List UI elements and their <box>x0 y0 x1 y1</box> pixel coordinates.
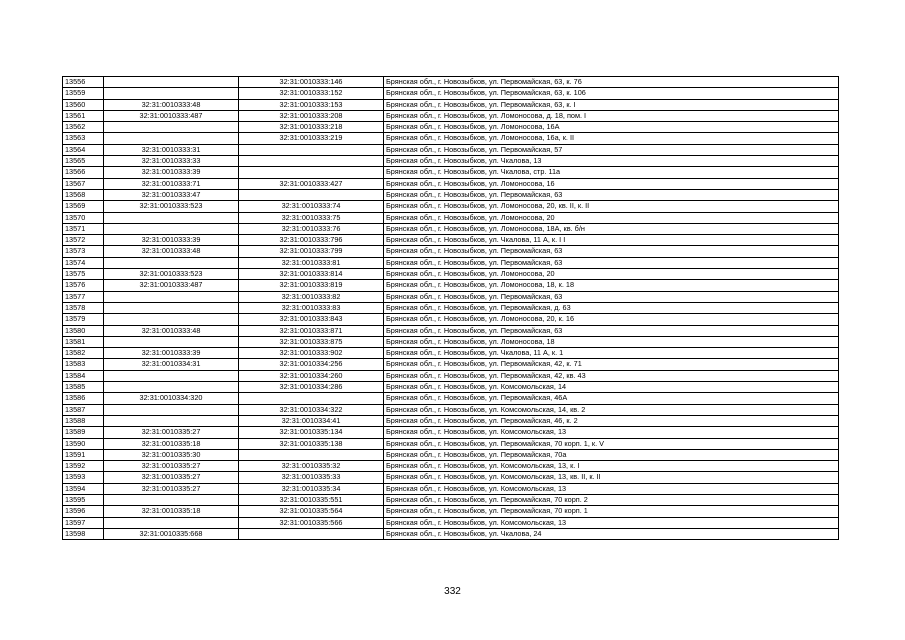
table-row <box>63 348 839 359</box>
cadastral-number-cell: 32:31:0010333:75 <box>239 212 384 223</box>
cadastral-number-cell: 32:31:0010335:34 <box>239 483 384 494</box>
parent-cadastral-number-cell: 32:31:0010333:487 <box>104 110 239 121</box>
cadastral-number-cell: 32:31:0010333:819 <box>239 280 384 291</box>
table-row <box>63 461 839 472</box>
row-number-cell: 13570 <box>63 212 104 223</box>
address-cell: Брянская обл., г. Новозыбков, ул. Комсомольская, 13, кв. II, к. II <box>384 472 839 483</box>
table-row <box>63 99 839 110</box>
table-row <box>63 189 839 200</box>
table-row <box>63 257 839 268</box>
parent-cadastral-number-cell: 32:31:0010335:18 <box>104 438 239 449</box>
cadastral-number-cell: 32:31:0010333:152 <box>239 88 384 99</box>
table-row <box>63 449 839 460</box>
address-cell: Брянская обл., г. Новозыбков, ул. Первомайская, 63, к. 76 <box>384 77 839 88</box>
row-number-cell: 13586 <box>63 393 104 404</box>
property-table <box>62 76 839 540</box>
row-number-cell: 13597 <box>63 517 104 528</box>
table-row <box>63 415 839 426</box>
row-number-cell: 13581 <box>63 336 104 347</box>
address-cell: Брянская обл., г. Новозыбков, ул. Первомайская, 42, к. 71 <box>384 359 839 370</box>
cadastral-number-cell: 32:31:0010333:796 <box>239 235 384 246</box>
row-number-cell: 13588 <box>63 415 104 426</box>
parent-cadastral-number-cell: 32:31:0010333:47 <box>104 189 239 200</box>
table-row <box>63 122 839 133</box>
cadastral-number-cell <box>239 528 384 539</box>
cadastral-number-cell <box>239 144 384 155</box>
table-row <box>63 302 839 313</box>
address-cell: Брянская обл., г. Новозыбков, ул. Первомайская, 46, к. 2 <box>384 415 839 426</box>
parent-cadastral-number-cell <box>104 415 239 426</box>
parent-cadastral-number-cell: 32:31:0010333:33 <box>104 156 239 167</box>
row-number-cell: 13562 <box>63 122 104 133</box>
row-number-cell: 13566 <box>63 167 104 178</box>
row-number-cell: 13593 <box>63 472 104 483</box>
parent-cadastral-number-cell <box>104 88 239 99</box>
cadastral-number-cell: 32:31:0010333:427 <box>239 178 384 189</box>
address-cell: Брянская обл., г. Новозыбков, ул. Комсомольская, 13 <box>384 427 839 438</box>
address-cell: Брянская обл., г. Новозыбков, ул. Ломоносова, 20 <box>384 212 839 223</box>
row-number-cell: 13578 <box>63 302 104 313</box>
table-row <box>63 235 839 246</box>
cadastral-number-cell <box>239 156 384 167</box>
address-cell: Брянская обл., г. Новозыбков, ул. Первомайская, 70 корп. 1, к. V <box>384 438 839 449</box>
parent-cadastral-number-cell: 32:31:0010335:27 <box>104 483 239 494</box>
cadastral-number-cell: 32:31:0010334:286 <box>239 382 384 393</box>
table-row <box>63 314 839 325</box>
row-number-cell: 13567 <box>63 178 104 189</box>
table-row <box>63 201 839 212</box>
address-cell: Брянская обл., г. Новозыбков, ул. Первомайская, 63 <box>384 291 839 302</box>
address-cell: Брянская обл., г. Новозыбков, ул. Ломоносова, 18, к. 18 <box>384 280 839 291</box>
address-cell: Брянская обл., г. Новозыбков, ул. Первомайская, 70а <box>384 449 839 460</box>
row-number-cell: 13565 <box>63 156 104 167</box>
row-number-cell: 13580 <box>63 325 104 336</box>
table-row <box>63 393 839 404</box>
address-cell: Брянская обл., г. Новозыбков, ул. Ломоносова, 20, кв. II, к. II <box>384 201 839 212</box>
row-number-cell: 13589 <box>63 427 104 438</box>
row-number-cell: 13596 <box>63 506 104 517</box>
cadastral-number-cell: 32:31:0010335:551 <box>239 494 384 505</box>
address-cell: Брянская обл., г. Новозыбков, ул. Первомайская, 42, кв. 43 <box>384 370 839 381</box>
cadastral-number-cell: 32:31:0010333:219 <box>239 133 384 144</box>
table-row <box>63 156 839 167</box>
parent-cadastral-number-cell: 32:31:0010335:30 <box>104 449 239 460</box>
parent-cadastral-number-cell <box>104 223 239 234</box>
parent-cadastral-number-cell <box>104 382 239 393</box>
cadastral-number-cell: 32:31:0010334:256 <box>239 359 384 370</box>
address-cell: Брянская обл., г. Новозыбков, ул. Ломоносова, д. 18, пом. I <box>384 110 839 121</box>
row-number-cell: 13591 <box>63 449 104 460</box>
table-row <box>63 144 839 155</box>
table-row <box>63 427 839 438</box>
row-number-cell: 13592 <box>63 461 104 472</box>
address-cell: Брянская обл., г. Новозыбков, ул. Чкалова, 11 А, к. I I <box>384 235 839 246</box>
row-number-cell: 13594 <box>63 483 104 494</box>
cadastral-number-cell: 32:31:0010333:902 <box>239 348 384 359</box>
table-row <box>63 178 839 189</box>
row-number-cell: 13563 <box>63 133 104 144</box>
cadastral-number-cell <box>239 167 384 178</box>
parent-cadastral-number-cell: 32:31:0010333:523 <box>104 269 239 280</box>
row-number-cell: 13579 <box>63 314 104 325</box>
table-row <box>63 517 839 528</box>
address-cell: Брянская обл., г. Новозыбков, ул. Ломоносова, 16 <box>384 178 839 189</box>
table-row <box>63 483 839 494</box>
cadastral-number-cell: 32:31:0010335:33 <box>239 472 384 483</box>
address-cell: Брянская обл., г. Новозыбков, ул. Комсомольская, 14 <box>384 382 839 393</box>
cadastral-number-cell: 32:31:0010333:81 <box>239 257 384 268</box>
address-cell: Брянская обл., г. Новозыбков, ул. Комсомольская, 13 <box>384 483 839 494</box>
parent-cadastral-number-cell: 32:31:0010334:320 <box>104 393 239 404</box>
table-row <box>63 269 839 280</box>
cadastral-number-cell: 32:31:0010333:843 <box>239 314 384 325</box>
cadastral-number-cell: 32:31:0010334:41 <box>239 415 384 426</box>
row-number-cell: 13575 <box>63 269 104 280</box>
row-number-cell: 13590 <box>63 438 104 449</box>
parent-cadastral-number-cell <box>104 212 239 223</box>
address-cell: Брянская обл., г. Новозыбков, ул. Комсомольская, 14, кв. 2 <box>384 404 839 415</box>
table-row <box>63 246 839 257</box>
row-number-cell: 13584 <box>63 370 104 381</box>
address-cell: Брянская обл., г. Новозыбков, ул. Первомайская, д. 63 <box>384 302 839 313</box>
table-row <box>63 506 839 517</box>
parent-cadastral-number-cell <box>104 77 239 88</box>
address-cell: Брянская обл., г. Новозыбков, ул. Первомайская, 63, к. I <box>384 99 839 110</box>
cadastral-number-cell: 32:31:0010334:322 <box>239 404 384 415</box>
row-number-cell: 13561 <box>63 110 104 121</box>
cadastral-number-cell <box>239 189 384 200</box>
address-cell: Брянская обл., г. Новозыбков, ул. Первомайская, 70 корп. 2 <box>384 494 839 505</box>
cadastral-number-cell: 32:31:0010333:875 <box>239 336 384 347</box>
table-row <box>63 133 839 144</box>
cadastral-number-cell: 32:31:0010333:83 <box>239 302 384 313</box>
parent-cadastral-number-cell: 32:31:0010335:18 <box>104 506 239 517</box>
table-row <box>63 291 839 302</box>
cadastral-number-cell: 32:31:0010335:564 <box>239 506 384 517</box>
parent-cadastral-number-cell: 32:31:0010333:48 <box>104 99 239 110</box>
page-number: 332 <box>444 586 461 597</box>
table-row <box>63 382 839 393</box>
cadastral-number-cell <box>239 393 384 404</box>
address-cell: Брянская обл., г. Новозыбков, ул. Комсомольская, 13, к. I <box>384 461 839 472</box>
table-row <box>63 280 839 291</box>
parent-cadastral-number-cell: 32:31:0010333:48 <box>104 246 239 257</box>
parent-cadastral-number-cell: 32:31:0010335:27 <box>104 472 239 483</box>
table-row <box>63 404 839 415</box>
table-row <box>63 110 839 121</box>
address-cell: Брянская обл., г. Новозыбков, ул. Первомайская, 70 корп. 1 <box>384 506 839 517</box>
parent-cadastral-number-cell: 32:31:0010333:487 <box>104 280 239 291</box>
row-number-cell: 13587 <box>63 404 104 415</box>
cadastral-number-cell: 32:31:0010335:566 <box>239 517 384 528</box>
parent-cadastral-number-cell: 32:31:0010333:48 <box>104 325 239 336</box>
parent-cadastral-number-cell: 32:31:0010335:668 <box>104 528 239 539</box>
address-cell: Брянская обл., г. Новозыбков, ул. Чкалова, 13 <box>384 156 839 167</box>
row-number-cell: 13556 <box>63 77 104 88</box>
parent-cadastral-number-cell <box>104 404 239 415</box>
row-number-cell: 13595 <box>63 494 104 505</box>
parent-cadastral-number-cell: 32:31:0010333:39 <box>104 167 239 178</box>
cadastral-number-cell: 32:31:0010333:82 <box>239 291 384 302</box>
table-row <box>63 212 839 223</box>
address-cell: Брянская обл., г. Новозыбков, ул. Чкалова, 11 А, к. 1 <box>384 348 839 359</box>
parent-cadastral-number-cell <box>104 257 239 268</box>
address-cell: Брянская обл., г. Новозыбков, ул. Первомайская, 63, к. 106 <box>384 88 839 99</box>
cadastral-number-cell: 32:31:0010333:153 <box>239 99 384 110</box>
table-row <box>63 325 839 336</box>
address-cell: Брянская обл., г. Новозыбков, ул. Ломоносова, 18А, кв. б/н <box>384 223 839 234</box>
cadastral-number-cell: 32:31:0010333:871 <box>239 325 384 336</box>
cadastral-number-cell: 32:31:0010334:260 <box>239 370 384 381</box>
cadastral-number-cell <box>239 449 384 460</box>
address-cell: Брянская обл., г. Новозыбков, ул. Ломоносова, 18 <box>384 336 839 347</box>
row-number-cell: 13576 <box>63 280 104 291</box>
address-cell: Брянская обл., г. Новозыбков, ул. Чкалова, стр. 11а <box>384 167 839 178</box>
parent-cadastral-number-cell <box>104 302 239 313</box>
address-cell: Брянская обл., г. Новозыбков, ул. Ломоносова, 20 <box>384 269 839 280</box>
parent-cadastral-number-cell: 32:31:0010333:39 <box>104 235 239 246</box>
address-cell: Брянская обл., г. Новозыбков, ул. Ломоносова, 20, к. 16 <box>384 314 839 325</box>
row-number-cell: 13585 <box>63 382 104 393</box>
cadastral-number-cell: 32:31:0010333:74 <box>239 201 384 212</box>
table-row <box>63 528 839 539</box>
address-cell: Брянская обл., г. Новозыбков, ул. Первомайская, 63 <box>384 257 839 268</box>
table-row <box>63 88 839 99</box>
parent-cadastral-number-cell <box>104 336 239 347</box>
cadastral-number-cell: 32:31:0010335:134 <box>239 427 384 438</box>
address-cell: Брянская обл., г. Новозыбков, ул. Ломоносова, 16а, к. II <box>384 133 839 144</box>
row-number-cell: 13571 <box>63 223 104 234</box>
parent-cadastral-number-cell <box>104 291 239 302</box>
cadastral-number-cell: 32:31:0010333:76 <box>239 223 384 234</box>
row-number-cell: 13569 <box>63 201 104 212</box>
cadastral-number-cell: 32:31:0010333:218 <box>239 122 384 133</box>
cadastral-number-cell: 32:31:0010335:32 <box>239 461 384 472</box>
parent-cadastral-number-cell: 32:31:0010335:27 <box>104 461 239 472</box>
row-number-cell: 13582 <box>63 348 104 359</box>
parent-cadastral-number-cell: 32:31:0010333:71 <box>104 178 239 189</box>
parent-cadastral-number-cell: 32:31:0010335:27 <box>104 427 239 438</box>
address-cell: Брянская обл., г. Новозыбков, ул. Чкалова, 24 <box>384 528 839 539</box>
row-number-cell: 13577 <box>63 291 104 302</box>
cadastral-number-cell: 32:31:0010335:138 <box>239 438 384 449</box>
parent-cadastral-number-cell: 32:31:0010334:31 <box>104 359 239 370</box>
address-cell: Брянская обл., г. Новозыбков, ул. Первомайская, 46А <box>384 393 839 404</box>
parent-cadastral-number-cell <box>104 494 239 505</box>
address-cell: Брянская обл., г. Новозыбков, ул. Комсомольская, 13 <box>384 517 839 528</box>
cadastral-number-cell: 32:31:0010333:146 <box>239 77 384 88</box>
table-row <box>63 472 839 483</box>
address-cell: Брянская обл., г. Новозыбков, ул. Первомайская, 63 <box>384 246 839 257</box>
row-number-cell: 13574 <box>63 257 104 268</box>
table-row <box>63 336 839 347</box>
address-cell: Брянская обл., г. Новозыбков, ул. Первомайская, 57 <box>384 144 839 155</box>
parent-cadastral-number-cell <box>104 133 239 144</box>
table-row <box>63 77 839 88</box>
cadastral-number-cell: 32:31:0010333:208 <box>239 110 384 121</box>
row-number-cell: 13564 <box>63 144 104 155</box>
address-cell: Брянская обл., г. Новозыбков, ул. Первомайская, 63 <box>384 325 839 336</box>
row-number-cell: 13559 <box>63 88 104 99</box>
table-row <box>63 370 839 381</box>
table-row <box>63 223 839 234</box>
address-cell: Брянская обл., г. Новозыбков, ул. Ломоносова, 16А <box>384 122 839 133</box>
row-number-cell: 13568 <box>63 189 104 200</box>
row-number-cell: 13598 <box>63 528 104 539</box>
table-row <box>63 438 839 449</box>
parent-cadastral-number-cell: 32:31:0010333:523 <box>104 201 239 212</box>
row-number-cell: 13583 <box>63 359 104 370</box>
parent-cadastral-number-cell: 32:31:0010333:31 <box>104 144 239 155</box>
parent-cadastral-number-cell: 32:31:0010333:39 <box>104 348 239 359</box>
row-number-cell: 13572 <box>63 235 104 246</box>
parent-cadastral-number-cell <box>104 122 239 133</box>
cadastral-number-cell: 32:31:0010333:814 <box>239 269 384 280</box>
parent-cadastral-number-cell <box>104 314 239 325</box>
table-row <box>63 167 839 178</box>
table-row <box>63 359 839 370</box>
cadastral-number-cell: 32:31:0010333:799 <box>239 246 384 257</box>
table-body <box>63 77 839 540</box>
parent-cadastral-number-cell <box>104 517 239 528</box>
parent-cadastral-number-cell <box>104 370 239 381</box>
row-number-cell: 13573 <box>63 246 104 257</box>
row-number-cell: 13560 <box>63 99 104 110</box>
address-cell: Брянская обл., г. Новозыбков, ул. Первомайская, 63 <box>384 189 839 200</box>
table-row <box>63 494 839 505</box>
